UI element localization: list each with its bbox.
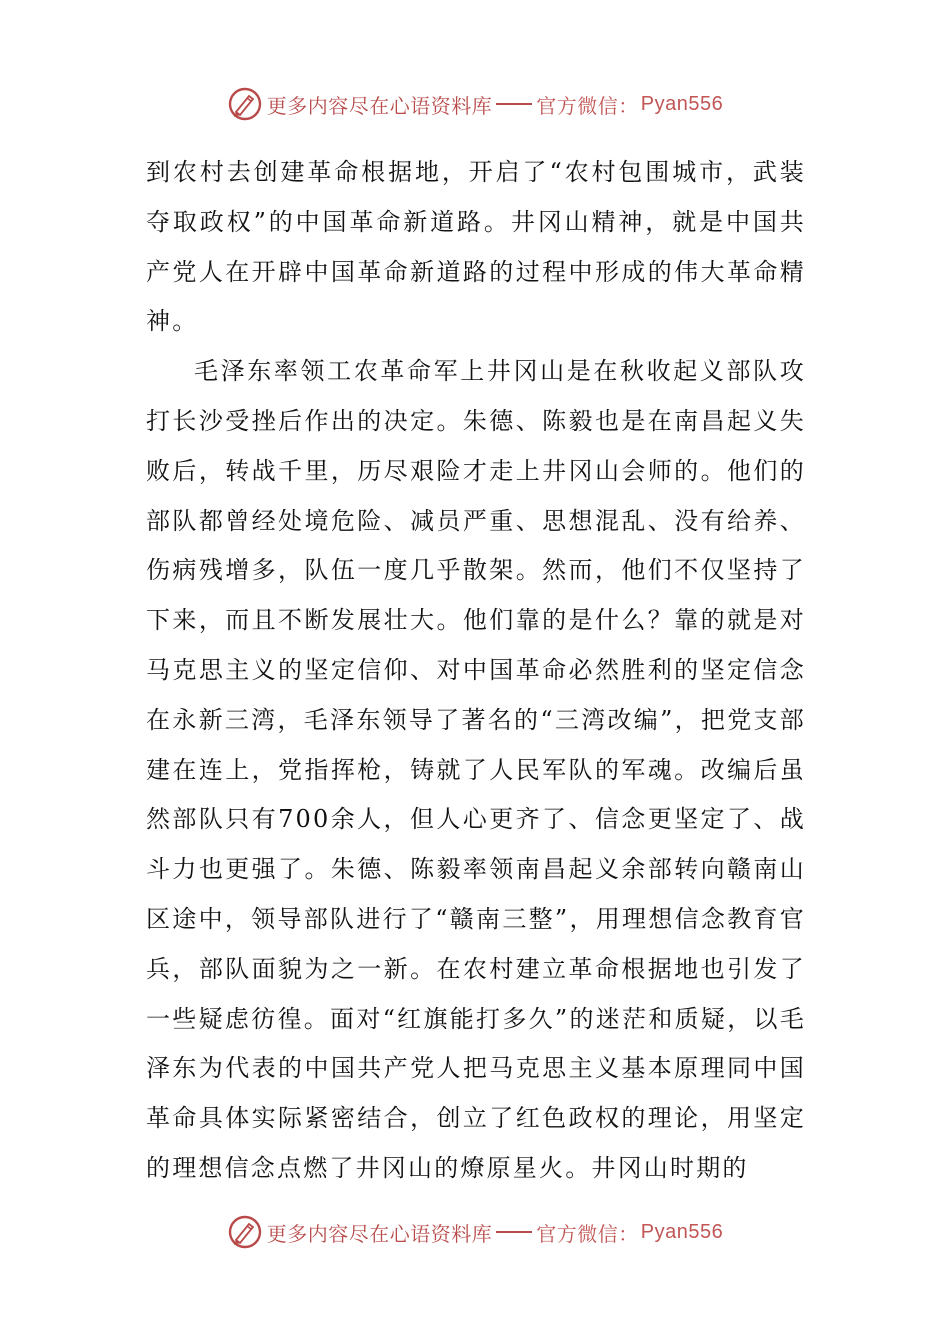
footer-wechat-id: Pyan556: [640, 1220, 724, 1243]
header-banner-text: 更多内容尽在心语资料库: [266, 93, 493, 118]
pen-logo-icon: [227, 1214, 263, 1250]
header-wechat-id: Pyan556: [640, 92, 724, 115]
header-banner: [0, 84, 950, 124]
pen-logo-icon: [227, 86, 263, 122]
header-wechat-label: 官方微信：: [536, 93, 639, 118]
footer-banner: [0, 1212, 950, 1252]
paragraph-2: 毛泽东率领工农革命军上井冈山是在秋收起义部队攻打长沙受挫后作出的决定。朱德、陈毅也是在南昌起义失败后，转战千里，历尽艰险才走上井冈山会师的。他们的部队都曾经处境危险、减员严重、思想混乱、没有给养、伤病残增多，队伍一度几乎散架。然而，他们不仅坚持了下来，而且不断发展壮大。他们靠的是什么？靠的就是对马克思主义的坚定信仰、对中国革命必然胜利的坚定信念在永新三湾，毛泽东领导了著名的“三湾改编”，把党支部建在连上，党指挥枪，铸就了人民军队的军魂。改编后虽然部队只有700余人，但人心更齐了、信念更坚定了、战斗力也更强了。朱德、陈毅率领南昌起义余部转向赣南山区途中，领导部队进行了“赣南三整”，用理想信念教育官兵，部队面貌为之一新。在农村建立革命根据地也引发了一些疑虑彷徨。面对“红旗能打多久”的迷茫和质疑，以毛泽东为代表的中国共产党人把马克思主义基本原理同中国革命具体实际紧密结合，创立了红色政权的理论，用坚定的理想信念点燃了井冈山的燎原星火。井冈山时期的: [146, 357, 806, 1182]
footer-banner-dash: [496, 1231, 532, 1233]
header-banner-dash: [496, 103, 532, 105]
footer-banner-text: 更多内容尽在心语资料库: [266, 1221, 493, 1246]
footer-wechat-label: 官方微信：: [536, 1221, 639, 1246]
paragraph-1: 到农村去创建革命根据地，开启了“农村包围城市，武装夺取政权”的中国革命新道路。井冈山精神，就是中国共产党人在开辟中国革命新道路的过程中形成的伟大革命精神。: [146, 158, 806, 336]
document-body: [146, 148, 806, 1194]
